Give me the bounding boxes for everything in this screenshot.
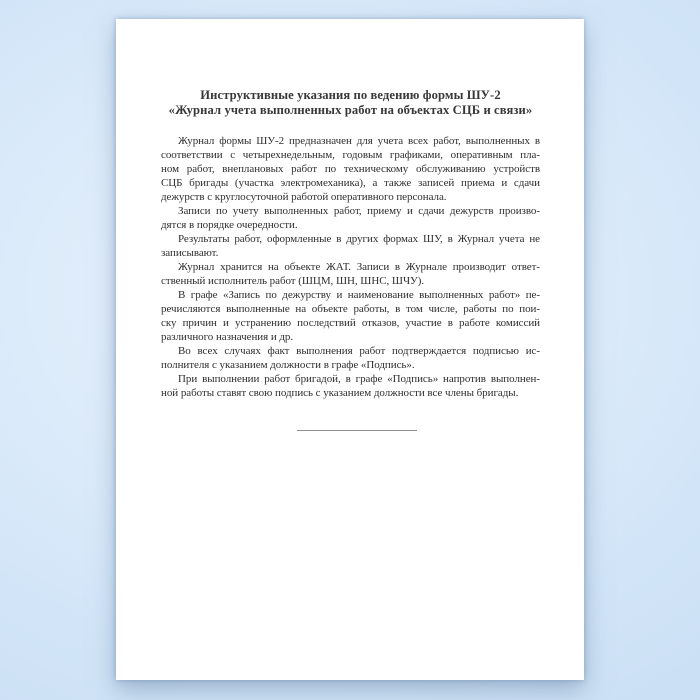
paragraph (161, 134, 540, 204)
paragraph (161, 288, 540, 344)
text-line: ной работы ставят свою подпись с указанием должности все члены бригады. (161, 387, 519, 399)
text-line: различного назначения и др. (161, 331, 294, 343)
text-line: соответствии с четырехнедельным, годовым графиками, оперативным пла- (161, 149, 540, 161)
text-line: записывают. (161, 247, 219, 259)
document-title (161, 88, 540, 118)
paragraph (161, 204, 540, 232)
paragraph (161, 372, 540, 400)
text-line: СЦБ бригады (участка электромеханика), а также записей приема и сдачи (161, 177, 540, 189)
text-line: речисляются выполненные на объекте работы, в том числе, работы по пои- (161, 303, 540, 315)
paragraph (161, 260, 540, 288)
document-title-line-1: Инструктивные указания по ведению формы ШУ-2 (200, 88, 501, 102)
text-line: дежурств с круглосуточной работой оперативного персонала. (161, 191, 447, 203)
text-line: ственный исполнитель работ (ШЦМ, ШН, ШНС, ШЧУ). (161, 275, 425, 287)
document-body (161, 134, 540, 400)
text-line: дятся в порядке очередности. (161, 219, 298, 231)
document-page (116, 19, 584, 680)
text-line: Журнал хранится на объекте ЖАТ. Записи в Журнале производит ответ- (178, 261, 540, 273)
text-line: ном работ, внеплановых работ по техническому обслуживанию устройств (161, 163, 540, 175)
text-line: Результаты работ, оформленные в других формах ШУ, в Журнал учета не (178, 233, 540, 245)
text-line: В графе «Запись по дежурству и наименование выполненных работ» пе- (178, 289, 540, 301)
text-line: При выполнении работ бригадой, в графе «Подпись» напротив выполнен- (178, 373, 540, 385)
text-line: Во всех случаях факт выполнения работ подтверждается подписью ис- (178, 345, 540, 357)
text-line: полнителя с указанием должности в графе «Подпись». (161, 359, 415, 371)
paragraph (161, 232, 540, 260)
text-line: Журнал формы ШУ-2 предназначен для учета всех работ, выполненных в (178, 135, 540, 147)
text-line: Записи по учету выполненных работ, приему и сдачи дежурств произво- (178, 205, 540, 217)
document-title-line-2: «Журнал учета выполненных работ на объектах СЦБ и связи» (168, 103, 533, 117)
section-divider (297, 430, 417, 431)
paragraph (161, 344, 540, 372)
text-line: ску причин и устранению последствий отказов, участие в работе комиссий (161, 317, 540, 329)
